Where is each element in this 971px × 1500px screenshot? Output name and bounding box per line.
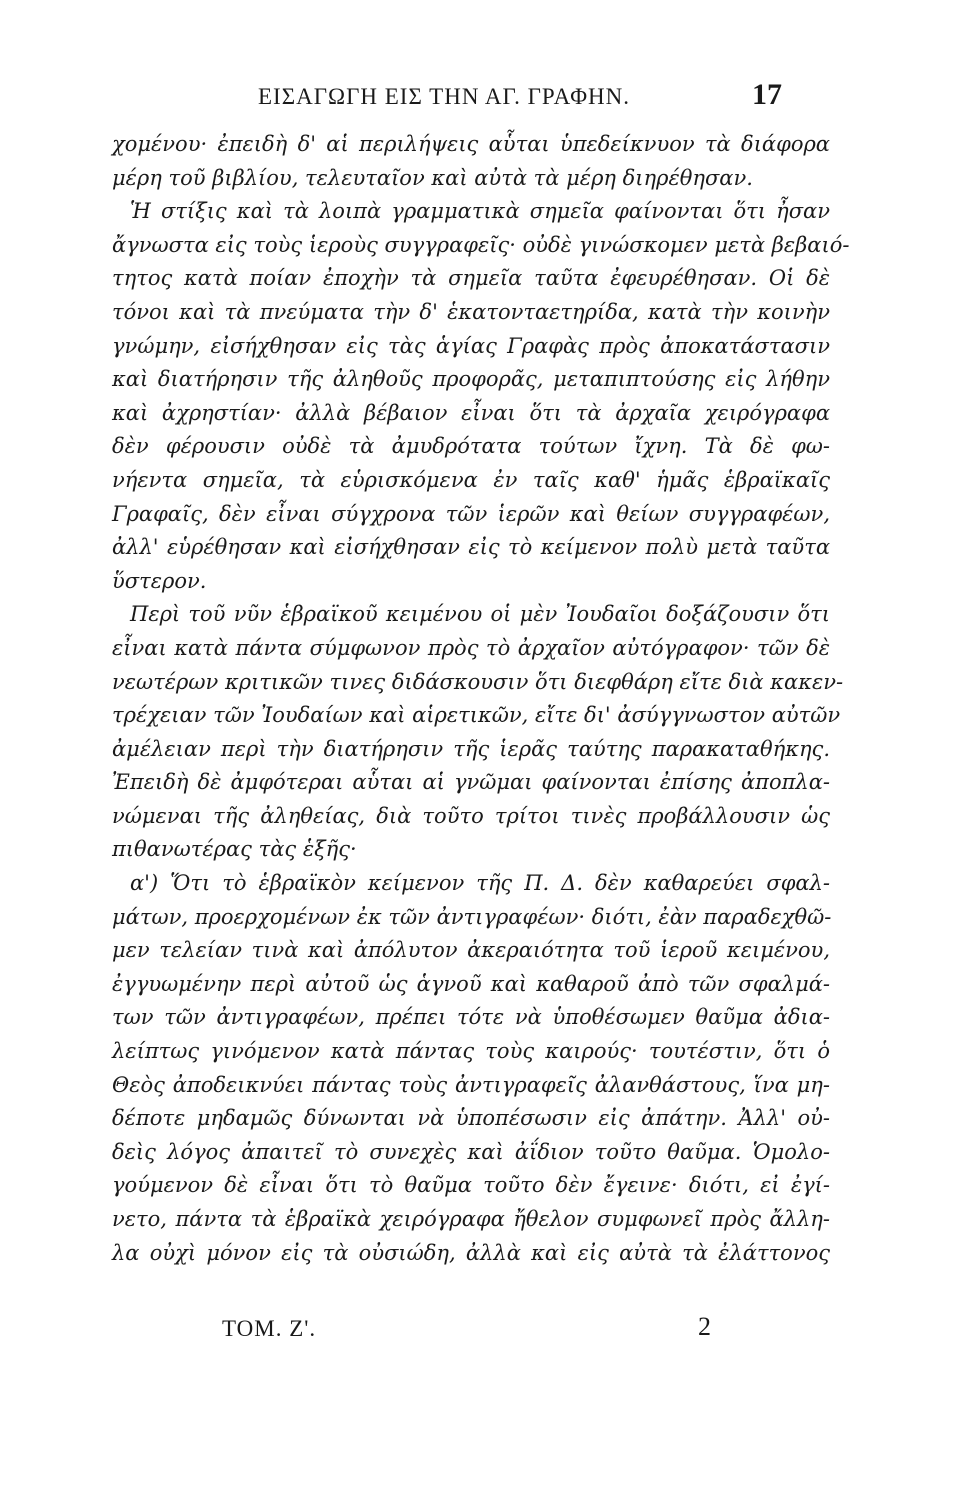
text-line: των τῶν ἀντιγραφέων, πρέπει τότε νὰ ὑποθέσωμεν θαῦμα ἀδια- bbox=[112, 1005, 830, 1030]
text-line: πιθανωτέρας τὰς ἑξῆς· bbox=[112, 837, 357, 862]
text-line: α') Ὅτι τὸ ἑβραϊκὸν κείμενον τῆς Π. Δ. δὲν καθαρεύει σφαλ- bbox=[130, 871, 830, 896]
text-line: νήεντα σημεῖα, τὰ εὑρισκόμενα ἐν ταῖς καθ' ἡμᾶς ἑβραϊκαῖς bbox=[112, 467, 830, 492]
text-line: ἀμέλειαν περὶ τὴν διατήρησιν τῆς ἱερᾶς ταύτης παρακαταθήκης. bbox=[112, 736, 830, 761]
text-line: ὕστερον. bbox=[112, 568, 207, 593]
text-line: Γραφαῖς, δὲν εἶναι σύγχρονα τῶν ἱερῶν καὶ θείων συγγραφέων, bbox=[112, 501, 830, 526]
text-line: μεν τελείαν τινὰ καὶ ἀπόλυτον ἀκεραιότητα τοῦ ἱεροῦ κειμένου, bbox=[112, 938, 830, 963]
text-line: εἶναι κατὰ πάντα σύμφωνον πρὸς τὸ ἀρχαῖον αὐτόγραφον· τῶν δὲ bbox=[112, 635, 830, 660]
text-line: τόνοι καὶ τὰ πνεύματα τὴν δ' ἑκατονταετηρίδα, κατὰ τὴν κοινὴν bbox=[112, 299, 830, 324]
page-number: 17 bbox=[752, 78, 782, 111]
text-line: νώμεναι τῆς ἀληθείας, διὰ τοῦτο τρίτοι τινὲς προβάλλουσιν ὡς bbox=[112, 803, 830, 828]
text-line: γούμενον δὲ εἶναι ὅτι τὸ θαῦμα τοῦτο δὲν ἔγεινε· διότι, εἰ ἐγί- bbox=[112, 1173, 830, 1198]
text-line: δέποτε μηδαμῶς δύνωνται νὰ ὑποπέσωσιν εἰς ἀπάτην. Ἀλλ' οὐ- bbox=[112, 1106, 830, 1131]
text-line: ἀλλ' εὑρέθησαν καὶ εἰσήχθησαν εἰς τὸ κείμενον πολὺ μετὰ ταῦτα bbox=[112, 535, 830, 560]
signature-mark: ΤΟΜ. Ζ'. bbox=[222, 1316, 317, 1341]
sheet-number: 2 bbox=[698, 1312, 711, 1341]
text-line: καὶ ἀχρηστίαν· ἀλλὰ βέβαιον εἶναι ὅτι τὰ ἀρχαῖα χειρόγραφα bbox=[112, 400, 830, 425]
text-line: νετο, πάντα τὰ ἑβραϊκὰ χειρόγραφα ἤθελον συμφωνεῖ πρὸς ἄλλη- bbox=[112, 1207, 830, 1231]
text-line: χομένου· ἐπειδὴ δ' αἱ περιλήψεις αὗται ὑπεδείκνυον τὰ διάφορα bbox=[112, 132, 830, 156]
text-line: τητος κατὰ ποίαν ἐποχὴν τὰ σημεῖα ταῦτα ἐφευρέθησαν. Οἱ δὲ bbox=[112, 266, 830, 291]
text-line: νεωτέρων κριτικῶν τινες διδάσκουσιν ὅτι διεφθάρη εἴτε διὰ κακεν- bbox=[112, 669, 844, 694]
text-line: μάτων, προερχομένων ἐκ τῶν ἀντιγραφέων· διότι, ἐὰν παραδεχθῶ- bbox=[112, 904, 832, 929]
running-head: ΕΙΣΑΓΩΓΗ ΕΙΣ ΤΗΝ ΑΓ. ΓΡΑΦΗΝ. bbox=[258, 84, 631, 109]
text-line: δὲν φέρουσιν οὐδὲ τὰ ἀμυδρότατα τούτων ἴχνη. Τὰ δὲ φω- bbox=[112, 434, 830, 459]
body-text bbox=[112, 128, 850, 1270]
text-line: τρέχειαν τῶν Ἰουδαίων καὶ αἱρετικῶν, εἴτε δι' ἀσύγγνωστον αὐτῶν bbox=[112, 703, 841, 728]
text-line: λείπτως γινόμενον κατὰ πάντας τοὺς καιρούς· τουτέστιν, ὅτι ὁ bbox=[112, 1039, 830, 1064]
text-line: Περὶ τοῦ νῦν ἑβραϊκοῦ κειμένου οἱ μὲν Ἰουδαῖοι δοξάζουσιν ὅτι bbox=[130, 602, 830, 627]
text-line: μέρη τοῦ βιβλίου, τελευταῖον καὶ αὐτὰ τὰ μέρη διηρέθησαν. bbox=[112, 165, 753, 190]
text-line: ἄγνωστα εἰς τοὺς ἱεροὺς συγγραφεῖς· οὐδὲ γινώσκομεν μετὰ βεβαιό- bbox=[112, 232, 850, 257]
text-line: λα οὐχὶ μόνον εἰς τὰ οὐσιώδη, ἀλλὰ καὶ εἰς αὐτὰ τὰ ἐλάττονος bbox=[112, 1240, 830, 1265]
text-line: Ἐπειδὴ δὲ ἀμφότεραι αὗται αἱ γνῶμαι φαίνονται ἐπίσης ἀποπλα- bbox=[112, 770, 830, 795]
text-line: δεὶς λόγος ἀπαιτεῖ τὸ συνεχὲς καὶ ἀΐδιον τοῦτο θαῦμα. Ὁμολο- bbox=[112, 1139, 830, 1164]
text-line: Ἡ στίξις καὶ τὰ λοιπὰ γραμματικὰ σημεῖα φαίνονται ὅτι ἦσαν bbox=[130, 199, 830, 224]
text-line: Θεὸς ἀποδεικνύει πάντας τοὺς ἀντιγραφεῖς ἀλανθάστους, ἵνα μη- bbox=[112, 1072, 830, 1097]
text-line: γνώμην, εἰσήχθησαν εἰς τὰς ἁγίας Γραφὰς πρὸς ἀποκατάστασιν bbox=[112, 333, 830, 358]
text-line: ἐγγυωμένην περὶ αὐτοῦ ὡς ἁγνοῦ καὶ καθαροῦ ἀπὸ τῶν σφαλμά- bbox=[112, 971, 830, 996]
text-line: καὶ διατήρησιν τῆς ἀληθοῦς προφορᾶς, μεταπιπτούσης εἰς λήθην bbox=[112, 367, 830, 392]
